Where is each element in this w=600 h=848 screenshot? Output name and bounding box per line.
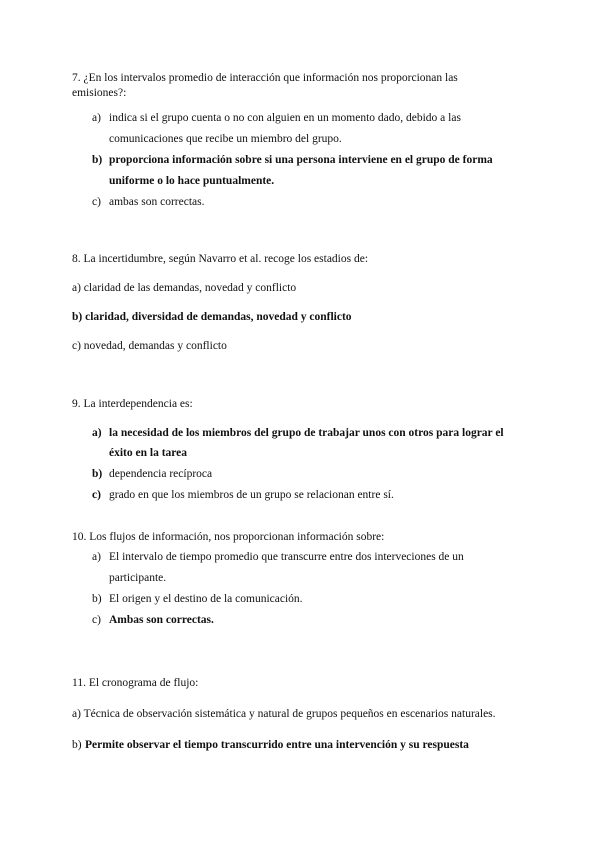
option-label-correct: b) <box>92 154 103 166</box>
question-10: 10. Los flujos de información, nos proporcionan información sobre: <box>72 531 385 543</box>
option-label: a) <box>92 551 101 563</box>
option-text: a) claridad de las demandas, novedad y conflicto <box>72 282 297 294</box>
option-label: c) <box>92 489 101 501</box>
option-text-continuation: comunicaciones que recibe un miembro del grupo. <box>109 133 342 145</box>
question-8: 8. La incertidumbre, según Navarro et al. recoge los estadios de: <box>72 253 369 265</box>
option-label: b) <box>92 593 102 605</box>
option-text: ambas son correctas. <box>109 196 205 208</box>
option-text: El intervalo de tiempo promedio que transcurre entre dos interveciones de un <box>109 551 464 563</box>
option-label-correct: a) <box>92 427 102 439</box>
option-label: b) <box>72 739 82 751</box>
question-9: 9. La interdependencia es: <box>72 398 193 410</box>
option-text: El origen y el destino de la comunicación. <box>109 593 303 605</box>
option-text-correct: b) claridad, diversidad de demandas, novedad y conflicto <box>72 311 352 323</box>
question-7: 7. ¿En los intervalos promedio de interacción que información nos proporcionan las <box>72 72 458 84</box>
option-text-correct-continuation: éxito en la tarea <box>109 447 188 459</box>
option-text-correct: la necesidad de los miembros del grupo de trabajar unos con otros para lograr el <box>109 427 504 439</box>
question-11: 11. El cronograma de flujo: <box>72 677 199 689</box>
option-text-correct: Permite observar el tiempo transcurrido entre una intervención y su respuesta <box>85 739 469 751</box>
option-text: a) Técnica de observación sistemática y natural de grupos pequeños en escenarios naturales. <box>72 708 496 720</box>
option-text: dependencia recíproca <box>109 468 213 480</box>
option-text-correct-continuation: uniforme o lo hace puntualmente. <box>109 175 275 187</box>
option-text-correct: proporciona información sobre si una persona interviene en el grupo de forma <box>109 154 493 166</box>
option-label: c) <box>92 196 101 208</box>
option-label: b) <box>92 468 103 480</box>
option-text: c) novedad, demandas y conflicto <box>72 340 227 352</box>
option-label: a) <box>92 112 101 124</box>
option-text-continuation: participante. <box>109 572 167 584</box>
question-7-continuation: emisiones?: <box>72 87 127 99</box>
option-text: grado en que los miembros de un grupo se relacionan entre sí. <box>109 489 394 501</box>
option-text-correct: Ambas son correctas. <box>109 614 214 626</box>
option-label: c) <box>92 614 101 626</box>
option-text: indica si el grupo cuenta o no con alguien en un momento dado, debido a las <box>109 112 461 124</box>
